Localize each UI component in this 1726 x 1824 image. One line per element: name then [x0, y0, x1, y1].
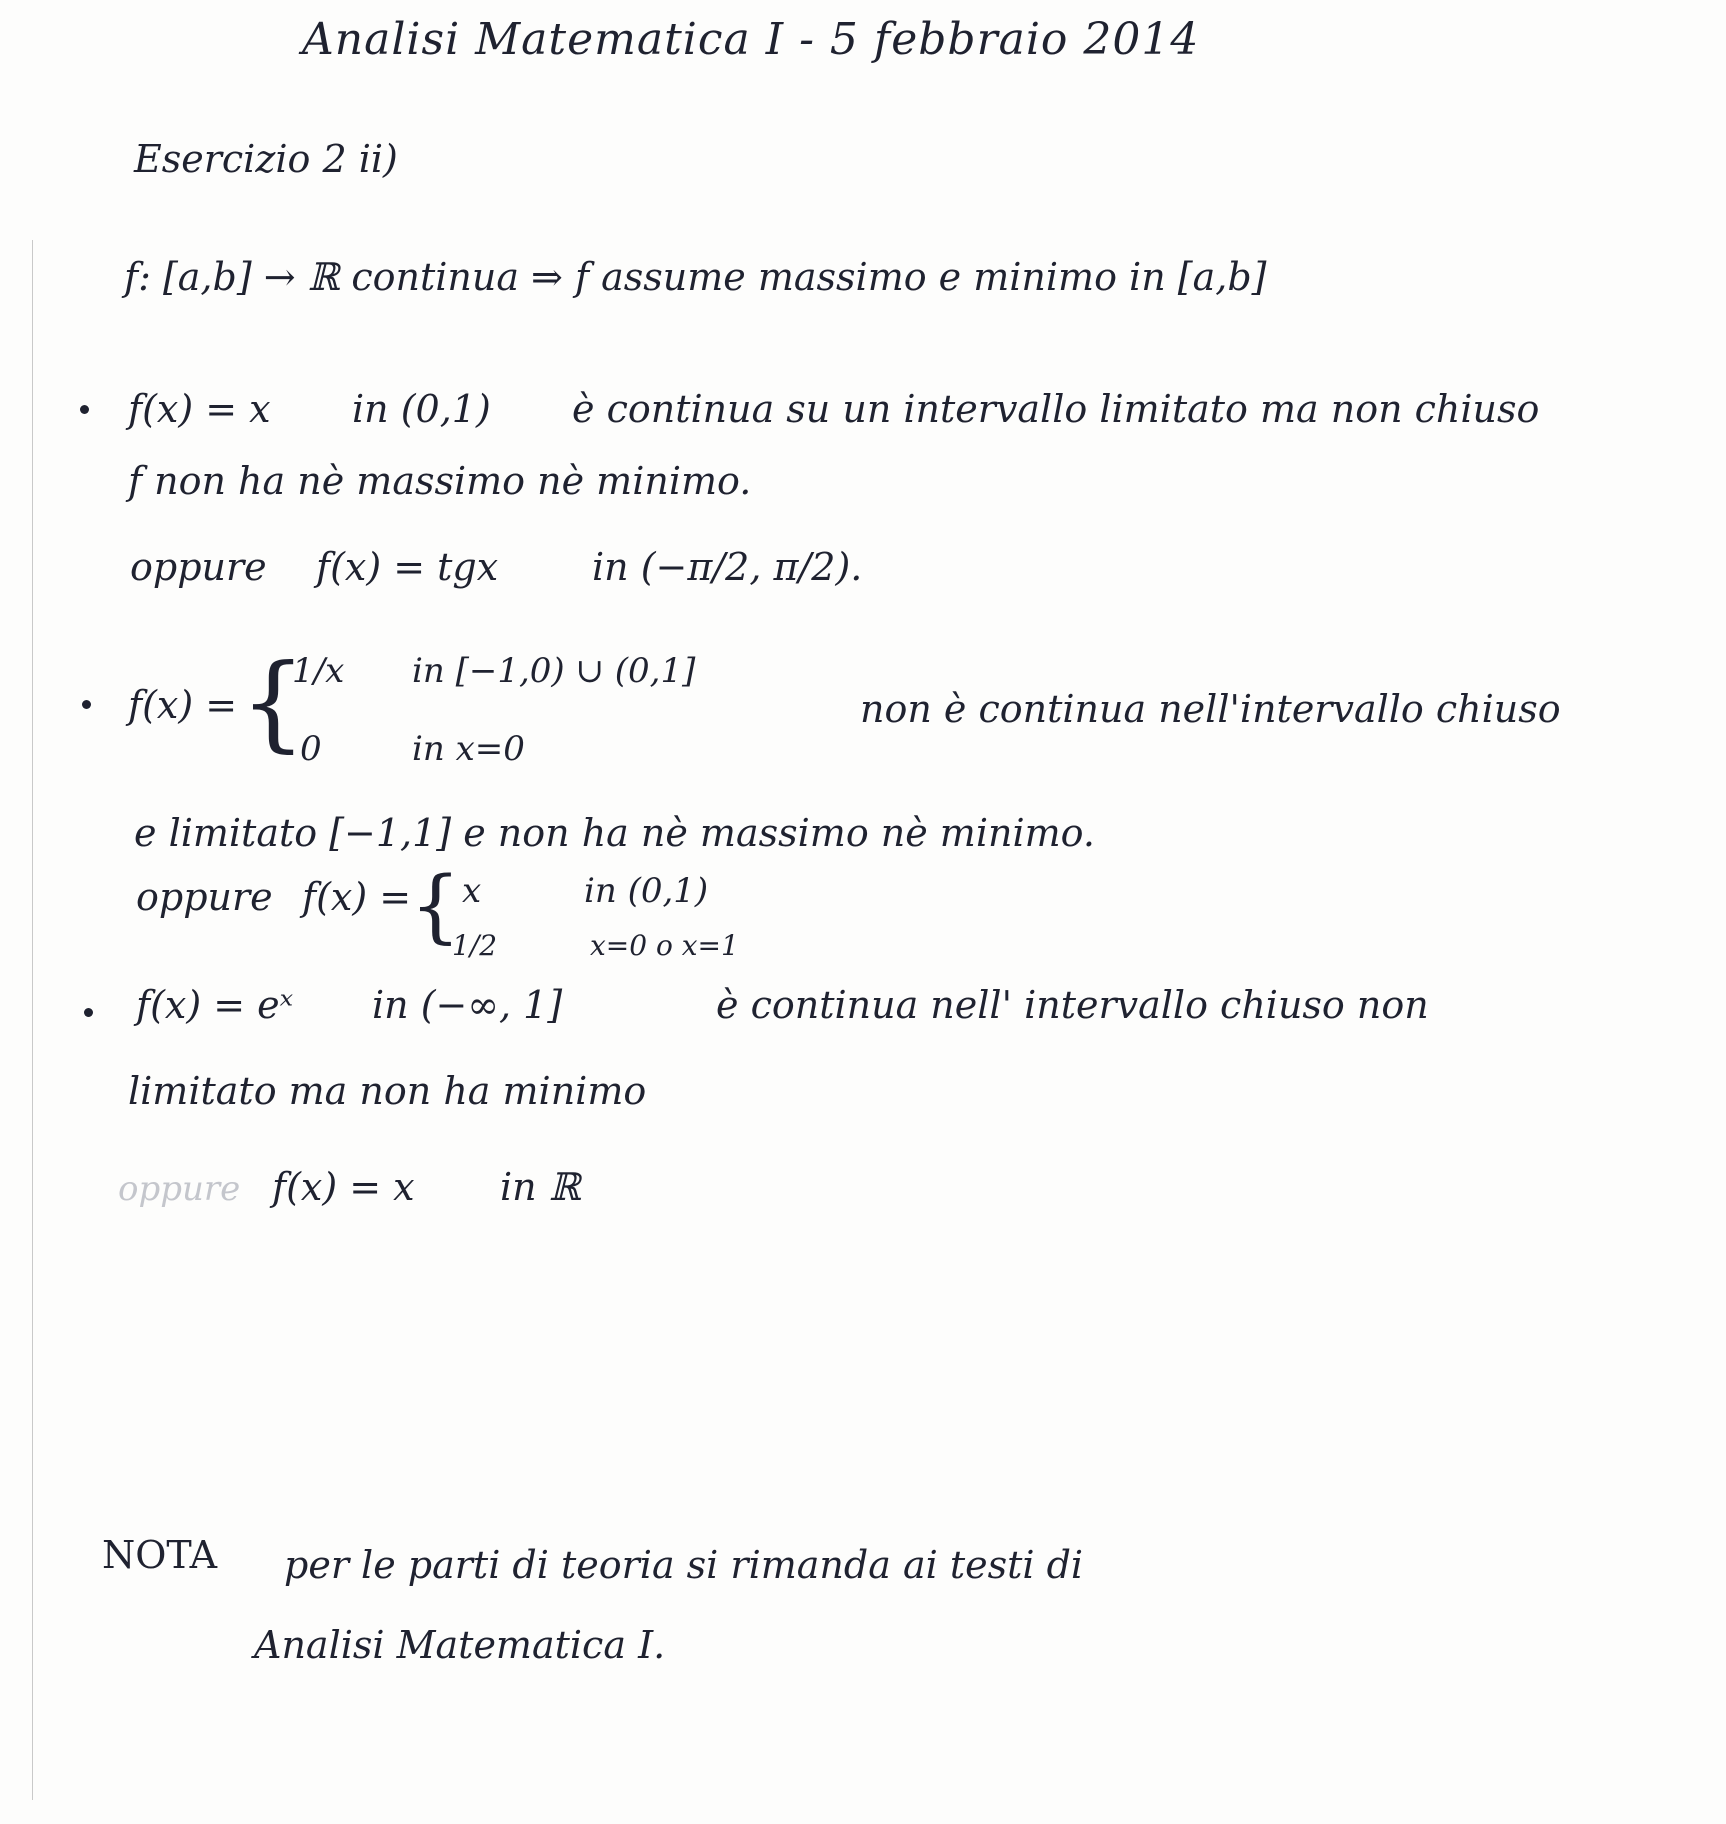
exercise-heading: Esercizio 2 ii)	[134, 137, 398, 181]
example2-alt-case2-domain: x=0 o x=1	[590, 929, 739, 962]
example2-case2-value: 0	[300, 729, 322, 769]
note-label: NOTA	[102, 1533, 218, 1577]
example2-alt-brace: {	[410, 859, 461, 952]
example1-alt-formula: f(x) = tgx	[316, 545, 499, 589]
page-title: Analisi Matematica I - 5 febbraio 2014	[302, 14, 1200, 65]
example2-side-text: non è continua nell'intervallo chiuso	[860, 687, 1561, 731]
example1-formula: f(x) = x	[128, 387, 271, 431]
example1-alt-label: oppure	[130, 545, 267, 589]
bullet-example-1	[80, 405, 89, 414]
example2-alt-case2-value: 1/2	[452, 929, 498, 962]
note-line2: Analisi Matematica I.	[254, 1623, 666, 1667]
example1-line2: f non ha nè massimo nè minimo.	[128, 459, 752, 503]
bullet-example-3	[84, 1008, 93, 1017]
example3-alt-domain: in ℝ	[500, 1165, 581, 1209]
example2-lhs: f(x) =	[128, 683, 238, 727]
theorem-statement: f: [a,b] → ℝ continua ⇒ f assume massimo e minimo in [a,b]	[124, 255, 1267, 299]
example3-alt-formula: f(x) = x	[272, 1165, 415, 1209]
example2-case1-domain: in [−1,0) ∪ (0,1]	[412, 651, 696, 691]
example2-case2-domain: in x=0	[412, 729, 525, 769]
example2-alt-case1-value: x	[462, 871, 482, 911]
example2-brace: {	[240, 641, 307, 763]
example3-text: è continua nell' intervallo chiuso non	[716, 983, 1429, 1027]
margin-line	[32, 240, 33, 1800]
example1-text: è continua su un intervallo limitato ma non chiuso	[572, 387, 1540, 431]
example3-domain: in (−∞, 1]	[372, 983, 563, 1027]
example2-case1-value: 1/x	[292, 651, 345, 691]
example1-domain: in (0,1)	[352, 387, 491, 431]
example3-faint-label: oppure	[118, 1169, 241, 1209]
example2-line2: e limitato [−1,1] e non ha nè massimo nè minimo.	[134, 811, 1095, 855]
example2-alt-case1-domain: in (0,1)	[584, 871, 709, 911]
example1-alt-domain: in (−π/2, π/2).	[592, 545, 863, 589]
note-line1: per le parti di teoria si rimanda ai testi di	[284, 1543, 1084, 1587]
example3-formula: f(x) = eˣ	[136, 983, 294, 1027]
example2-alt-lhs: f(x) =	[302, 875, 412, 919]
example3-line2: limitato ma non ha minimo	[128, 1069, 647, 1113]
example2-alt-label: oppure	[136, 875, 273, 919]
bullet-example-2	[82, 700, 91, 709]
